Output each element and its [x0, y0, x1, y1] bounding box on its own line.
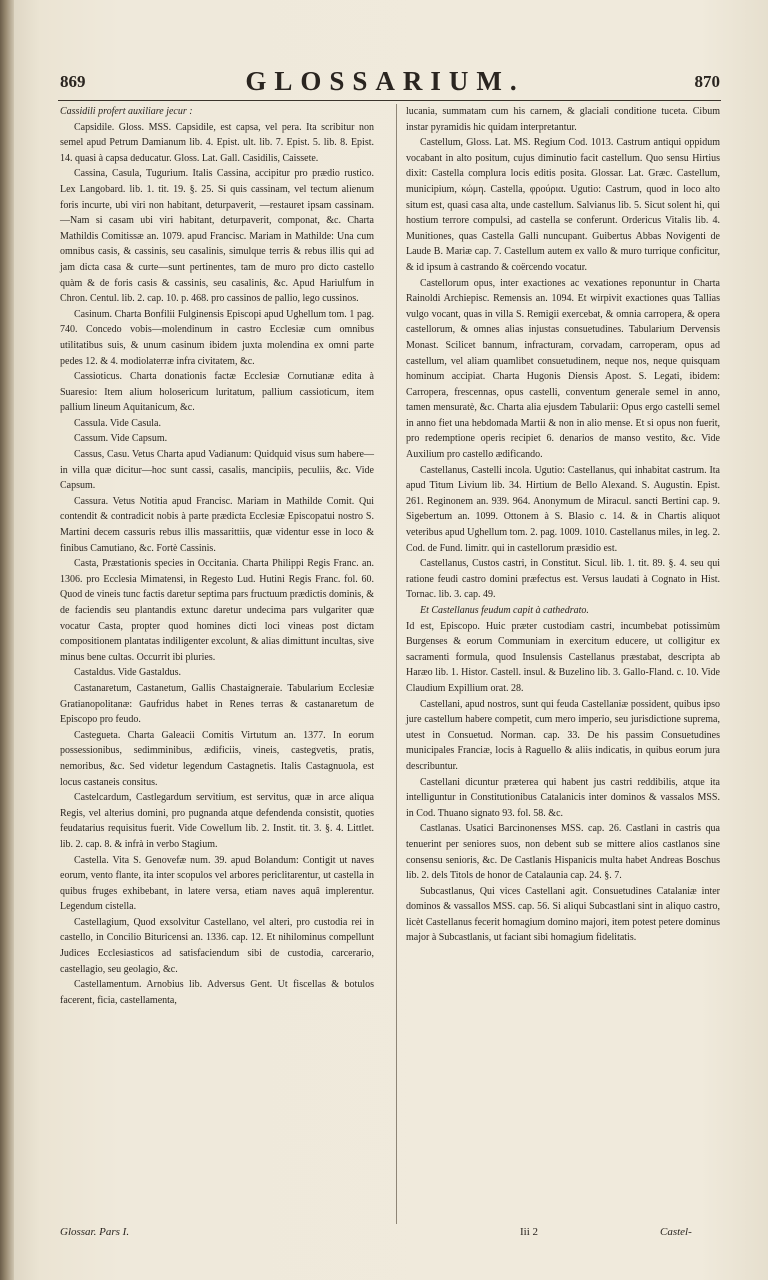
entry-paragraph: Castlanas. Usatici Barcinonenses MSS. cap. 26. Castlani in castris qua tenuerint per seniores suos, non debent sub se mittere alios castlanos sine consensu senioris, &c. De Castlanis Hispanicis multa habet Andreas Boschus lib. 2. dels Titols de honor de Catalaunia cap. 24. §. 7. — [406, 823, 720, 882]
entry-paragraph: Castanaretum, Castanetum, Gallis Chastaigneraie. Tabularium Ecclesiæ Gratianopolitanæ: Gaufridus habet in Renes terras & castanaretum de Episcopo pro feudo. — [60, 682, 374, 726]
entry-paragraph: Castellani, apud nostros, sunt qui feuda Castellaniæ possident, quibus ipso jure castellum habere competit, cum mero imperio, seu jurisdictione suprema, utest in Consuetud. Norman. cap. 33. De his passim Consuetudines municipales Franciæ, locis à Raguello & aliis indicatis, in quibus eorum jura describuntur. — [406, 698, 720, 772]
right-page-number: 870 — [694, 72, 720, 91]
entry-paragraph: Castellum, Gloss. Lat. MS. Regium Cod. 1013. Castrum antiqui oppidum vocabant in alto positum, cujus diminutio facit castellum. Quo sensu Hirtius dixit: Castella complura locis editis posita. Glossar. Lat. Græc. Castellum, municipium, κώμη. Castella, φρούρια. Ugutio: Castrum, quod in loco alto situm est, quasi casa alta, unde castellum. Salvianus lib. 5. Sicut solent hi, qui hostium terrore compulsi, ad castella se conferunt. Ordericus Vitalis lib. 4. Munitiones, quas Castella Galli nuncupant. Guibertus Abbas Novigenti de Laude B. Mariæ cap. 7. Castellum autem ex vallo & muro turrique conficitur, & id ipsum à castrando & coërcendo vocatur. — [406, 137, 720, 273]
page-header — [60, 66, 720, 100]
entry-paragraph: Subcastlanus, Qui vices Castellani agit. Consuetudines Catalaniæ inter dominos & vassallos MSS. cap. 56. Si aliqui Subcastlani sint in aliquo castro, licèt Castellanus fecerit homagium domino majori, item potest petere dominus major à Subcastlanis, ut faciant sibi homagium fidelitatis. — [406, 885, 720, 944]
entry-paragraph: lucania, summatam cum his carnem, & glaciali conditione tuceta. Cibum instar pyramidis hic quidam interpretantur. — [406, 106, 720, 133]
left-page-number: 869 — [60, 72, 86, 91]
header-rule — [58, 100, 721, 101]
catchword: Castel- — [660, 1226, 692, 1238]
entry-paragraph: Casinum. Charta Bonfilii Fulginensis Episcopi apud Ughellum tom. 1 pag. 740. Concedo vobis—molendinum in castro Ecclesiæ cum omnibus utilitatibus suis, & unum casinum ibidem juxta molendina ex omni parte pedes 12. & 4. modiolaterræ infra civitatem, &c. — [60, 308, 374, 367]
entry-paragraph: Castegueta. Charta Galeacii Comitis Virtutum an. 1377. In eorum possessionibus, sedimminibus, ædificiis, vineis, castegvetis, pratis, nemoribus, &c. Sed videtur legendum Castagnetis. Italis Castagnuola, est locus castaneis consitus. — [60, 729, 374, 788]
entry-paragraph: Castellani dicuntur præterea qui habent jus castri reddibilis, atque ita intelliguntur in Constitutionibus Catalanicis inter dominos & vassalos MSS. in Cod. Thuano signato 93. fol. 58. &c. — [406, 776, 720, 819]
entry-paragraph: Casta, Præstationis species in Occitania. Charta Philippi Regis Franc. an. 1306. pro Ecclesia Mimatensi, in Regesto Lud. Hutini Regis Franc. fol. 60. Quod de vineis tunc factis daretur septima pars fructuum prædictis dominis, & de faciendis seu plantandis extunc daretur undecima pars vulgariter quæ vocatur Casta, propter quod homines dicti loci vineas post dictam compositionem plantatas indiligenter excolunt, & alias dimittunt incultas, sive minus bene cultas. Occurrit ibi pluries. — [60, 558, 374, 663]
entry-paragraph: Cassioticus. Charta donationis factæ Ecclesiæ Cornutianæ edita à Suaresio: Item alium holosericum luritatum, pallium cassioticum, item pallium lineum Aquitanicum, &c. — [60, 371, 374, 414]
left-column — [60, 104, 374, 1008]
entry-paragraph: Castellorum opus, inter exactiones ac vexationes reponuntur in Charta Rainoldi Archiepisc. Remensis an. 1094. Et wirpivit exactiones quas Tallias vulgo vocant, quas in villa S. Remigii exercebat, & omnia carropera, & opera castellorum, & omnes alias injustas consuetudines. Tabularium Dervensis Monast. Scilicet bannum, infracturam, corvadam, carroperam, opus ad castellum, vel aliam quamlibet consuetudinem, neque nos, neque quisquam hominum accipiat. Charta Hugonis Diensis Apost. S. Legati, ibidem: Carropera, frescennas, opus castelli, conventum generale semel in anno, tamen mensuratè, &c. Charta alia ejusdem Tabularii: Opus ergo castelli semel in anno fiet una hebdomada Martii & non in alio mense. Et si opus non fuerit, pro redemptione operis recipiet 6. denarios de manso vestito, &c. Vide Auxilium pro castello ædificando. — [406, 277, 720, 461]
entry-paragraph: Et Castellanus feudum capit à cathedrato. — [420, 605, 589, 616]
entry-paragraph: Cassula. Vide Casula. — [74, 417, 161, 429]
entry-paragraph: Castellanus, Castelli incola. Ugutio: Castellanus, qui inhabitat castrum. Ita apud Titum Livium lib. 34. Hirtium de Bello Alexand. S. Augustin. Epist. 261. Reginonem an. 939. 964. Anonymum de Miracul. sancti Bertini cap. 9. Sigebertum an. 1099. Ottonem à S. Blasio c. 14. & in Chartis aliquot veteribus apud Ughellum tom. 2. pag. 1009. 1010. Castellanus miles, in leg. 2. Cod. de Fund. limitr. qui in castellorum præsidio est. — [406, 464, 720, 554]
entry-paragraph: Id est, Episcopo. Huic præter custodiam castri, incumbebat potissimùm Burgenses & eorum Communiam in exercitum educere, ut colligitur ex sacramenti formula, quod Insulensis Castellanus præstabat, descripta ab Haræo lib. 1. Histor. Castell. insul. & Buzelino lib. 3. Gallo-Fland. c. 10. Vide Claudium Expillium orat. 28. — [406, 620, 720, 694]
signature-mark: Glossar. Pars I. — [60, 1226, 130, 1238]
right-column — [406, 104, 720, 946]
entry-paragraph: Castella. Vita S. Genovefæ num. 39. apud Bolandum: Contigit ut naves eorum, vento flante, ita inter scopulos vel arbores periclitarentur, ut castella in quibus fruges exhibebant, in latere versa, etiam naves aquâ implerentur. Legendum cistella. — [60, 854, 374, 913]
entry-paragraph: Castaldus. Vide Gastaldus. — [74, 667, 181, 679]
entry-paragraph: Capsidile. Gloss. MSS. Capsidile, est capsa, vel pera. Ita scribitur non semel apud Petrum Damianum lib. 4. Epist. ult. lib. 7. Epist. 5. lib. 8. Epist. 14. quasi à capsa deducatur. Gloss. Lat. Gall. Casidilis, Caissete. — [60, 121, 374, 164]
book-binding-edge — [0, 0, 14, 1280]
entry-paragraph: Castellanus, Custos castri, in Constitut. Sicul. lib. 1. tit. 89. §. 4. seu qui ratione feudi castro domini præfectus est. Versus laudati à Cognato in Hist. Tornac. lib. 3. cap. 49. — [406, 558, 720, 601]
column-divider — [396, 104, 397, 1224]
entry-paragraph: Castellagium, Quod exsolvitur Castellano, vel alteri, pro custodia rei in castello, in Concilio Bituricensi an. 1336. cap. 12. Et nihilominus compellunt Judices Ecclesiasticos ad satisfaciendum sibi de custodia, carcerario, castellagio, seu geolagio, &c. — [60, 916, 374, 975]
running-title: GLOSSARIUM. — [245, 66, 525, 96]
entry-paragraph: Cassidili profert auxiliare jecur : — [60, 106, 193, 117]
entry-paragraph: Cassura. Vetus Notitia apud Francisc. Mariam in Mathilde Comit. Qui contendit & contradicit nobis à parte prædicta Ecclesiæ Episcopatui nostro S. Martini decem cassuris rebus illis massarittiis, quæ videntur esse in loco & finibus Camutiano, &c. Fortè Cassinis. — [60, 495, 374, 554]
entry-paragraph: Cassum. Vide Capsum. — [74, 433, 168, 445]
gathering-mark: Iii 2 — [520, 1226, 539, 1238]
entry-paragraph: Cassus, Casu. Vetus Charta apud Vadianum: Quidquid visus sum habere—in villa quæ dicitur—hoc sunt cassi, casalis, mancipiis, peculiis, &c. Vide Capsum. — [60, 449, 374, 492]
entry-paragraph: Castelcardum, Castlegardum servitium, est servitus, quæ in arce aliqua Regis, vel alterius domini, pro pugnanda atque defendenda consistit, quoties feudatarius requisitus fuerit. Vide Cowellum lib. 2. Instit. tit. 3. §. 4. Littlet. lib. 2. cap. 8. & infrà in verbo Stagium. — [60, 792, 374, 850]
entry-paragraph: Cassina, Casula, Tugurium. Italis Cassina, accipitur pro prædio rustico. Lex Langobard. lib. 1. tit. 19. §. 25. Si quis cassinam, vel tectum alienum foris incurte, ubi viri non habitant, deturpaverit, —restauret ipsam cassinam. —Nam si casam ubi viri habitant, deturpaverit, componat, &c. Charta Mathildis Comitissæ an. 1079. apud Francisc. Mariam in Mathilde: Una cum omnibus casis, & cassinis, seu casalinis, simulque terris & rebus illis qui ad jam dicta casa & curte—sunt pertinentes, tam de muro pro dicto castello quàm & de foris casis & cassinis, seu casalinis, &c. Apud Hariulfum in Chron. Centul. lib. 2. cap. 10. p. 468. pro cassinos de pallio, lego cussinos. — [60, 168, 374, 305]
entry-paragraph: Castellamentum. Arnobius lib. Adversus Gent. Ut fiscellas & botulos facerent, ficia, castellamenta, — [60, 979, 374, 1006]
